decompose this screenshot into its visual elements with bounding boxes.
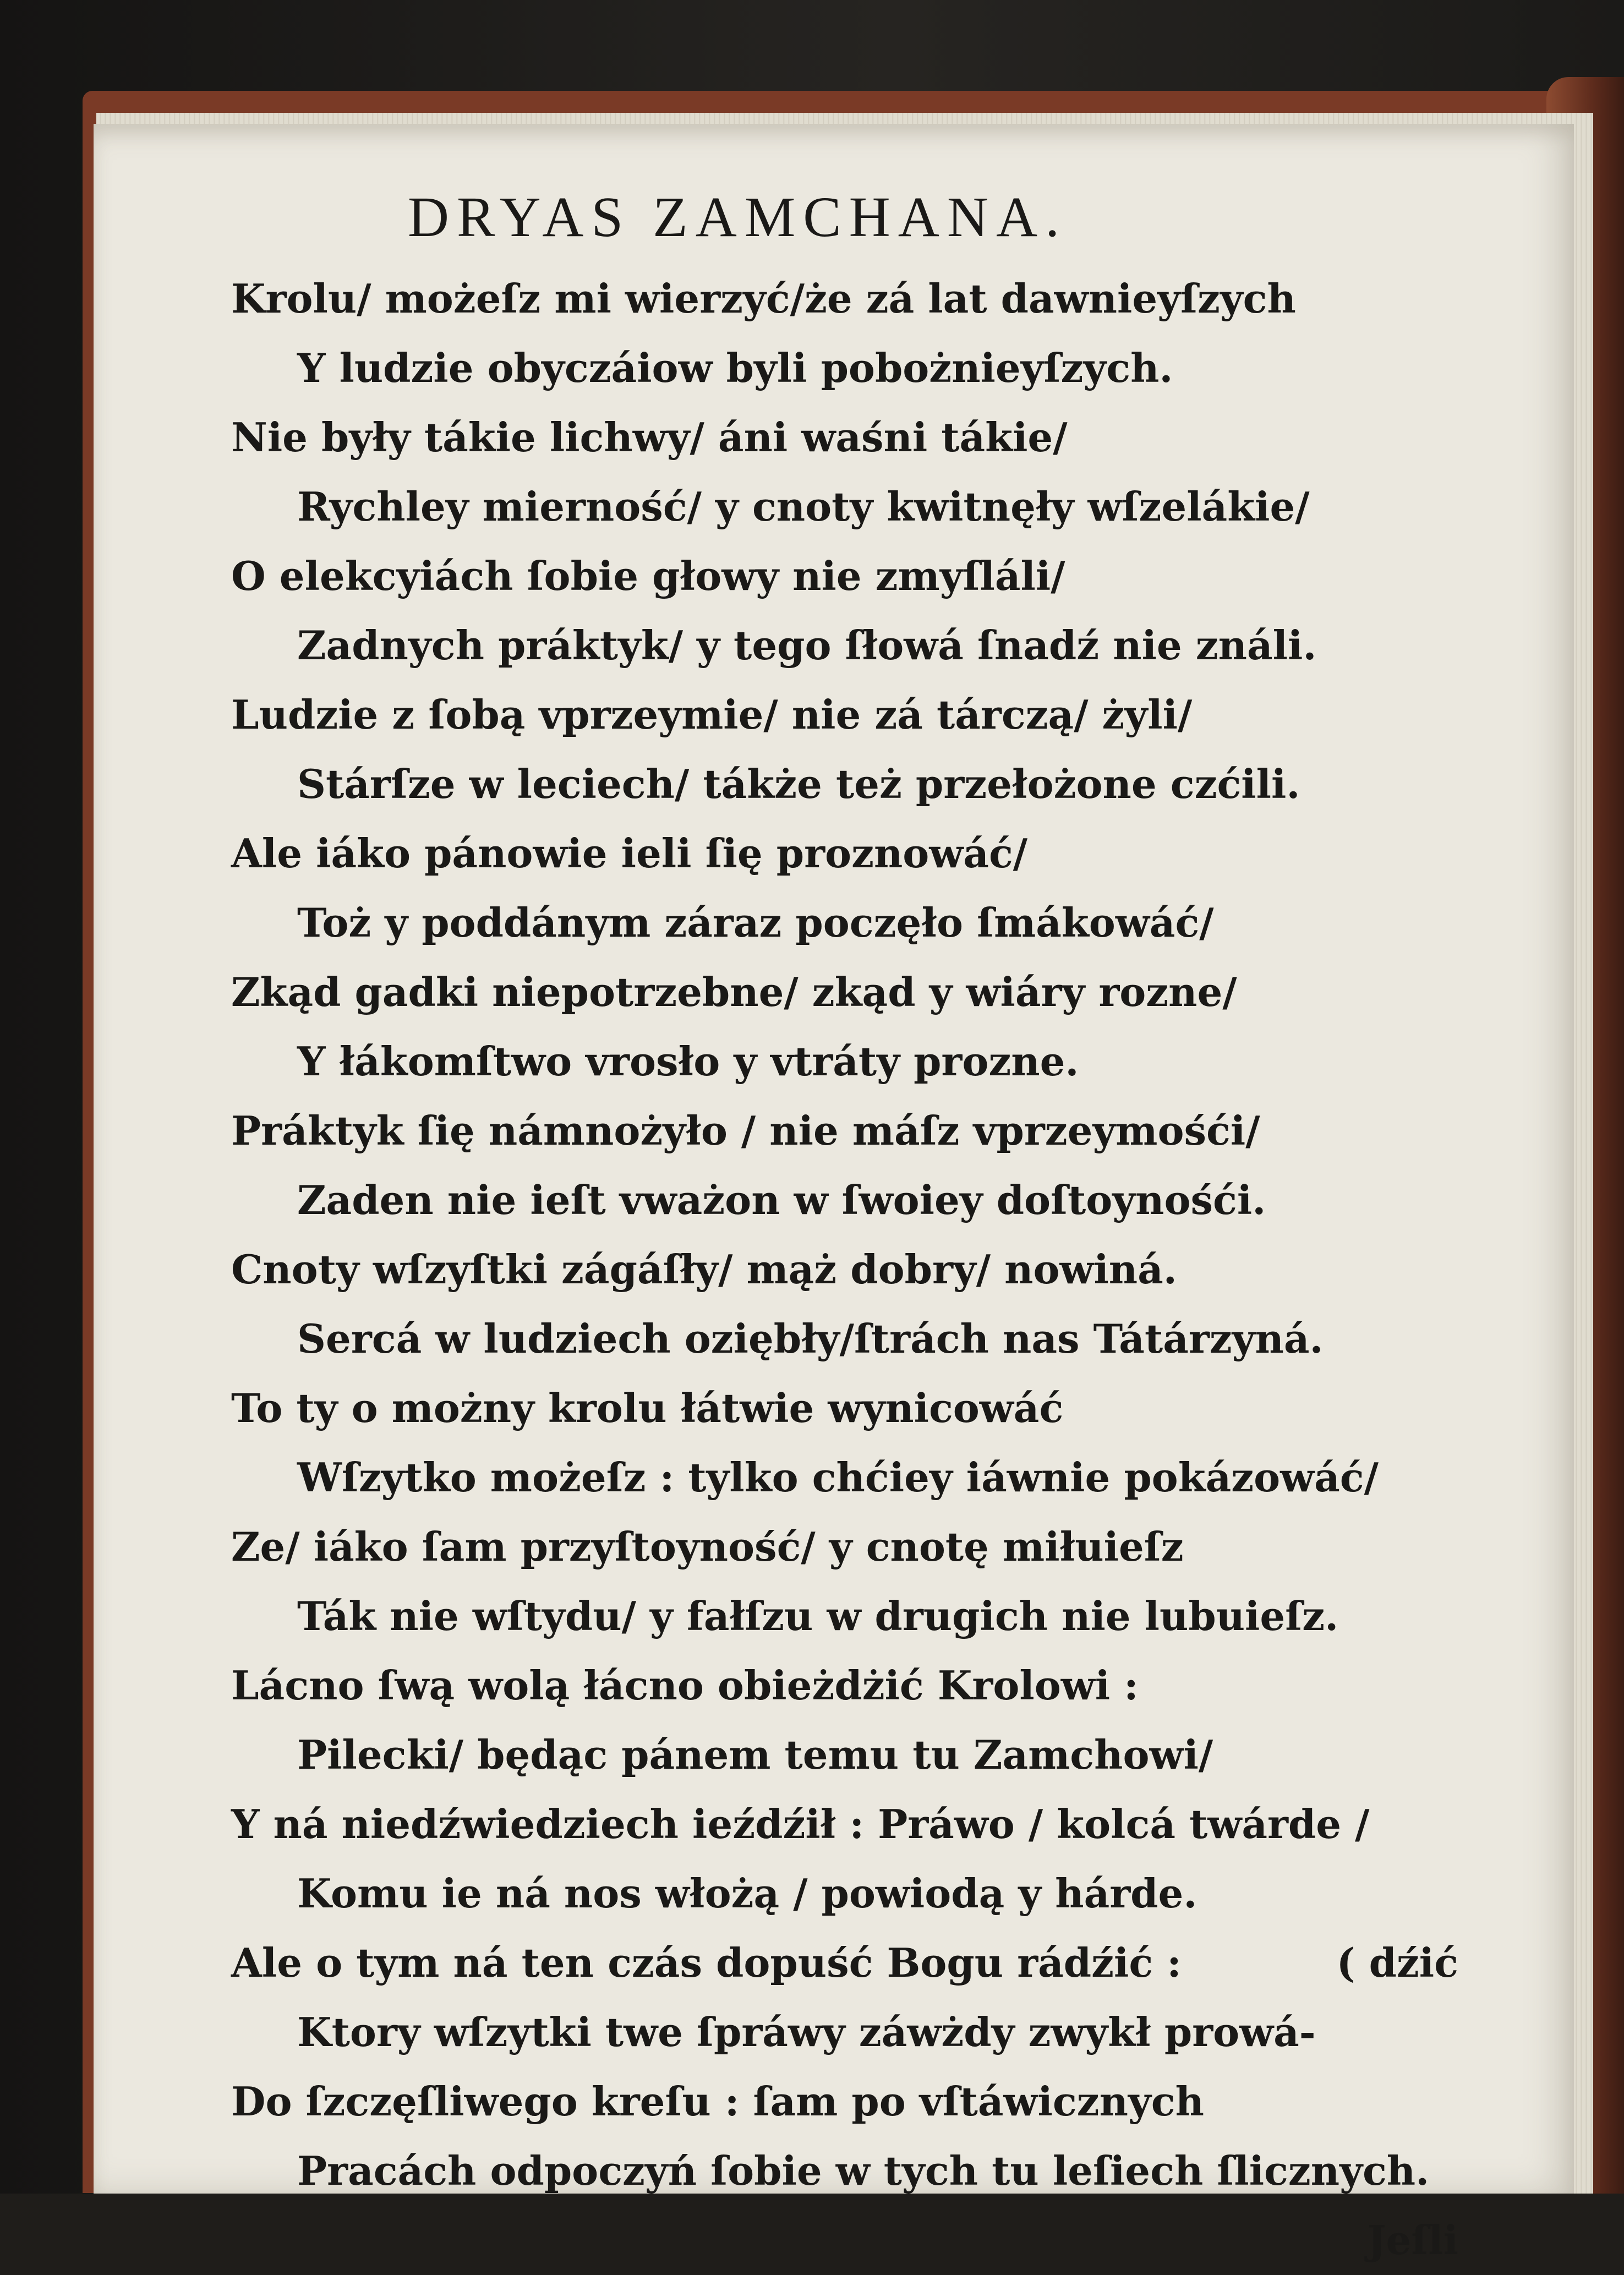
verse-line: Ktory wſzytki twe ſpráwy záwżdy zwykł prowá- bbox=[297, 2009, 1316, 2055]
turnover-text: ( dźić bbox=[1336, 1939, 1458, 1986]
verse-line: Nie były tákie lichwy/ áni waśni tákie/ bbox=[231, 414, 1068, 461]
verse-line: Y łákomſtwo vrosło y vtráty prozne. bbox=[297, 1038, 1079, 1085]
verse-line: Pilecki/ będąc pánem temu tu Zamchowi/ bbox=[297, 1731, 1213, 1778]
verse-line: Cnoty wſzyſtki zágáſły/ mąż dobry/ nowiná. bbox=[231, 1246, 1177, 1293]
verse-line: Zkąd gadki niepotrzebne/ zkąd y wiáry rozne/ bbox=[231, 969, 1237, 1015]
verse-line: Ze/ iáko ſam przyſtoyność/ y cnotę miłuieſz bbox=[231, 1523, 1184, 1570]
verse-line: Do ſzczęſliwego kreſu : ſam po vſtáwicznych bbox=[231, 2078, 1204, 2125]
verse-line: Ale iáko pánowie ieli ſię proznowáć/ bbox=[231, 830, 1028, 877]
verse-line: Práktyk ſię námnożyło / nie máſz vprzeymośći/ bbox=[231, 1107, 1260, 1154]
verse-line: Ták nie wſtydu/ y fałſzu w drugich nie lubuieſz. bbox=[297, 1593, 1339, 1639]
verse-line: Ludzie z ſobą vprzeymie/ nie zá tárczą/ żyli/ bbox=[231, 691, 1193, 738]
verse-line: Zaden nie ieſt vważon w ſwoiey doſtoynośći. bbox=[297, 1177, 1266, 1223]
verse-line: Wſzytko możeſz : tylko chćiey iáwnie pokázowáć/ bbox=[297, 1454, 1379, 1501]
verse-line: Lácno ſwą wolą łácno obieżdżić Krolowi : bbox=[231, 1662, 1139, 1709]
verse-line: Sercá w ludziech oziębły/ſtrách nas Tátárzyná. bbox=[297, 1315, 1324, 1362]
catchword: Jeſli bbox=[1367, 2217, 1458, 2263]
verse-line: Stárſze w leciech/ tákże też przełożone czćili. bbox=[297, 761, 1300, 807]
verse-line: Rychley mierność/ y cnoty kwitnęły wſzelákie/ bbox=[297, 483, 1310, 530]
verse-line: Krolu/ możeſz mi wierzyć/że zá lat dawnieyſzych bbox=[231, 275, 1296, 322]
verse-line: Pracách odpoczyń ſobie w tych tu leſiech ſlicznych. bbox=[297, 2147, 1430, 2194]
verse-line: Y ná niedźwiedziech ieźdźił : Práwo / kolcá twárde / bbox=[231, 1801, 1370, 1847]
verse-line: To ty o możny krolu łátwie wynicowáć bbox=[231, 1385, 1064, 1431]
verse-line: Ale o tym ná ten czás dopuść Bogu rádźić : bbox=[231, 1939, 1182, 1986]
page-text bbox=[231, 182, 1458, 2275]
verse-line: O elekcyiách ſobie głowy nie zmyſláli/ bbox=[231, 553, 1065, 599]
verse-line-with-turnover bbox=[231, 1928, 1458, 1998]
verse-line: Y ludzie obyczáiow byli pobożnieyſzych. bbox=[297, 344, 1173, 391]
verse-line: Komu ie ná nos włożą / powiodą y hárde. bbox=[297, 1870, 1198, 1917]
verse-line: Zadnych práktyk/ y tego ſłowá ſnadź nie ználi. bbox=[297, 622, 1317, 669]
verse-line: Toż y poddánym záraz poczęło ſmákowáć/ bbox=[297, 899, 1214, 946]
page-heading: DRYAS ZAMCHANA. bbox=[407, 185, 1068, 249]
